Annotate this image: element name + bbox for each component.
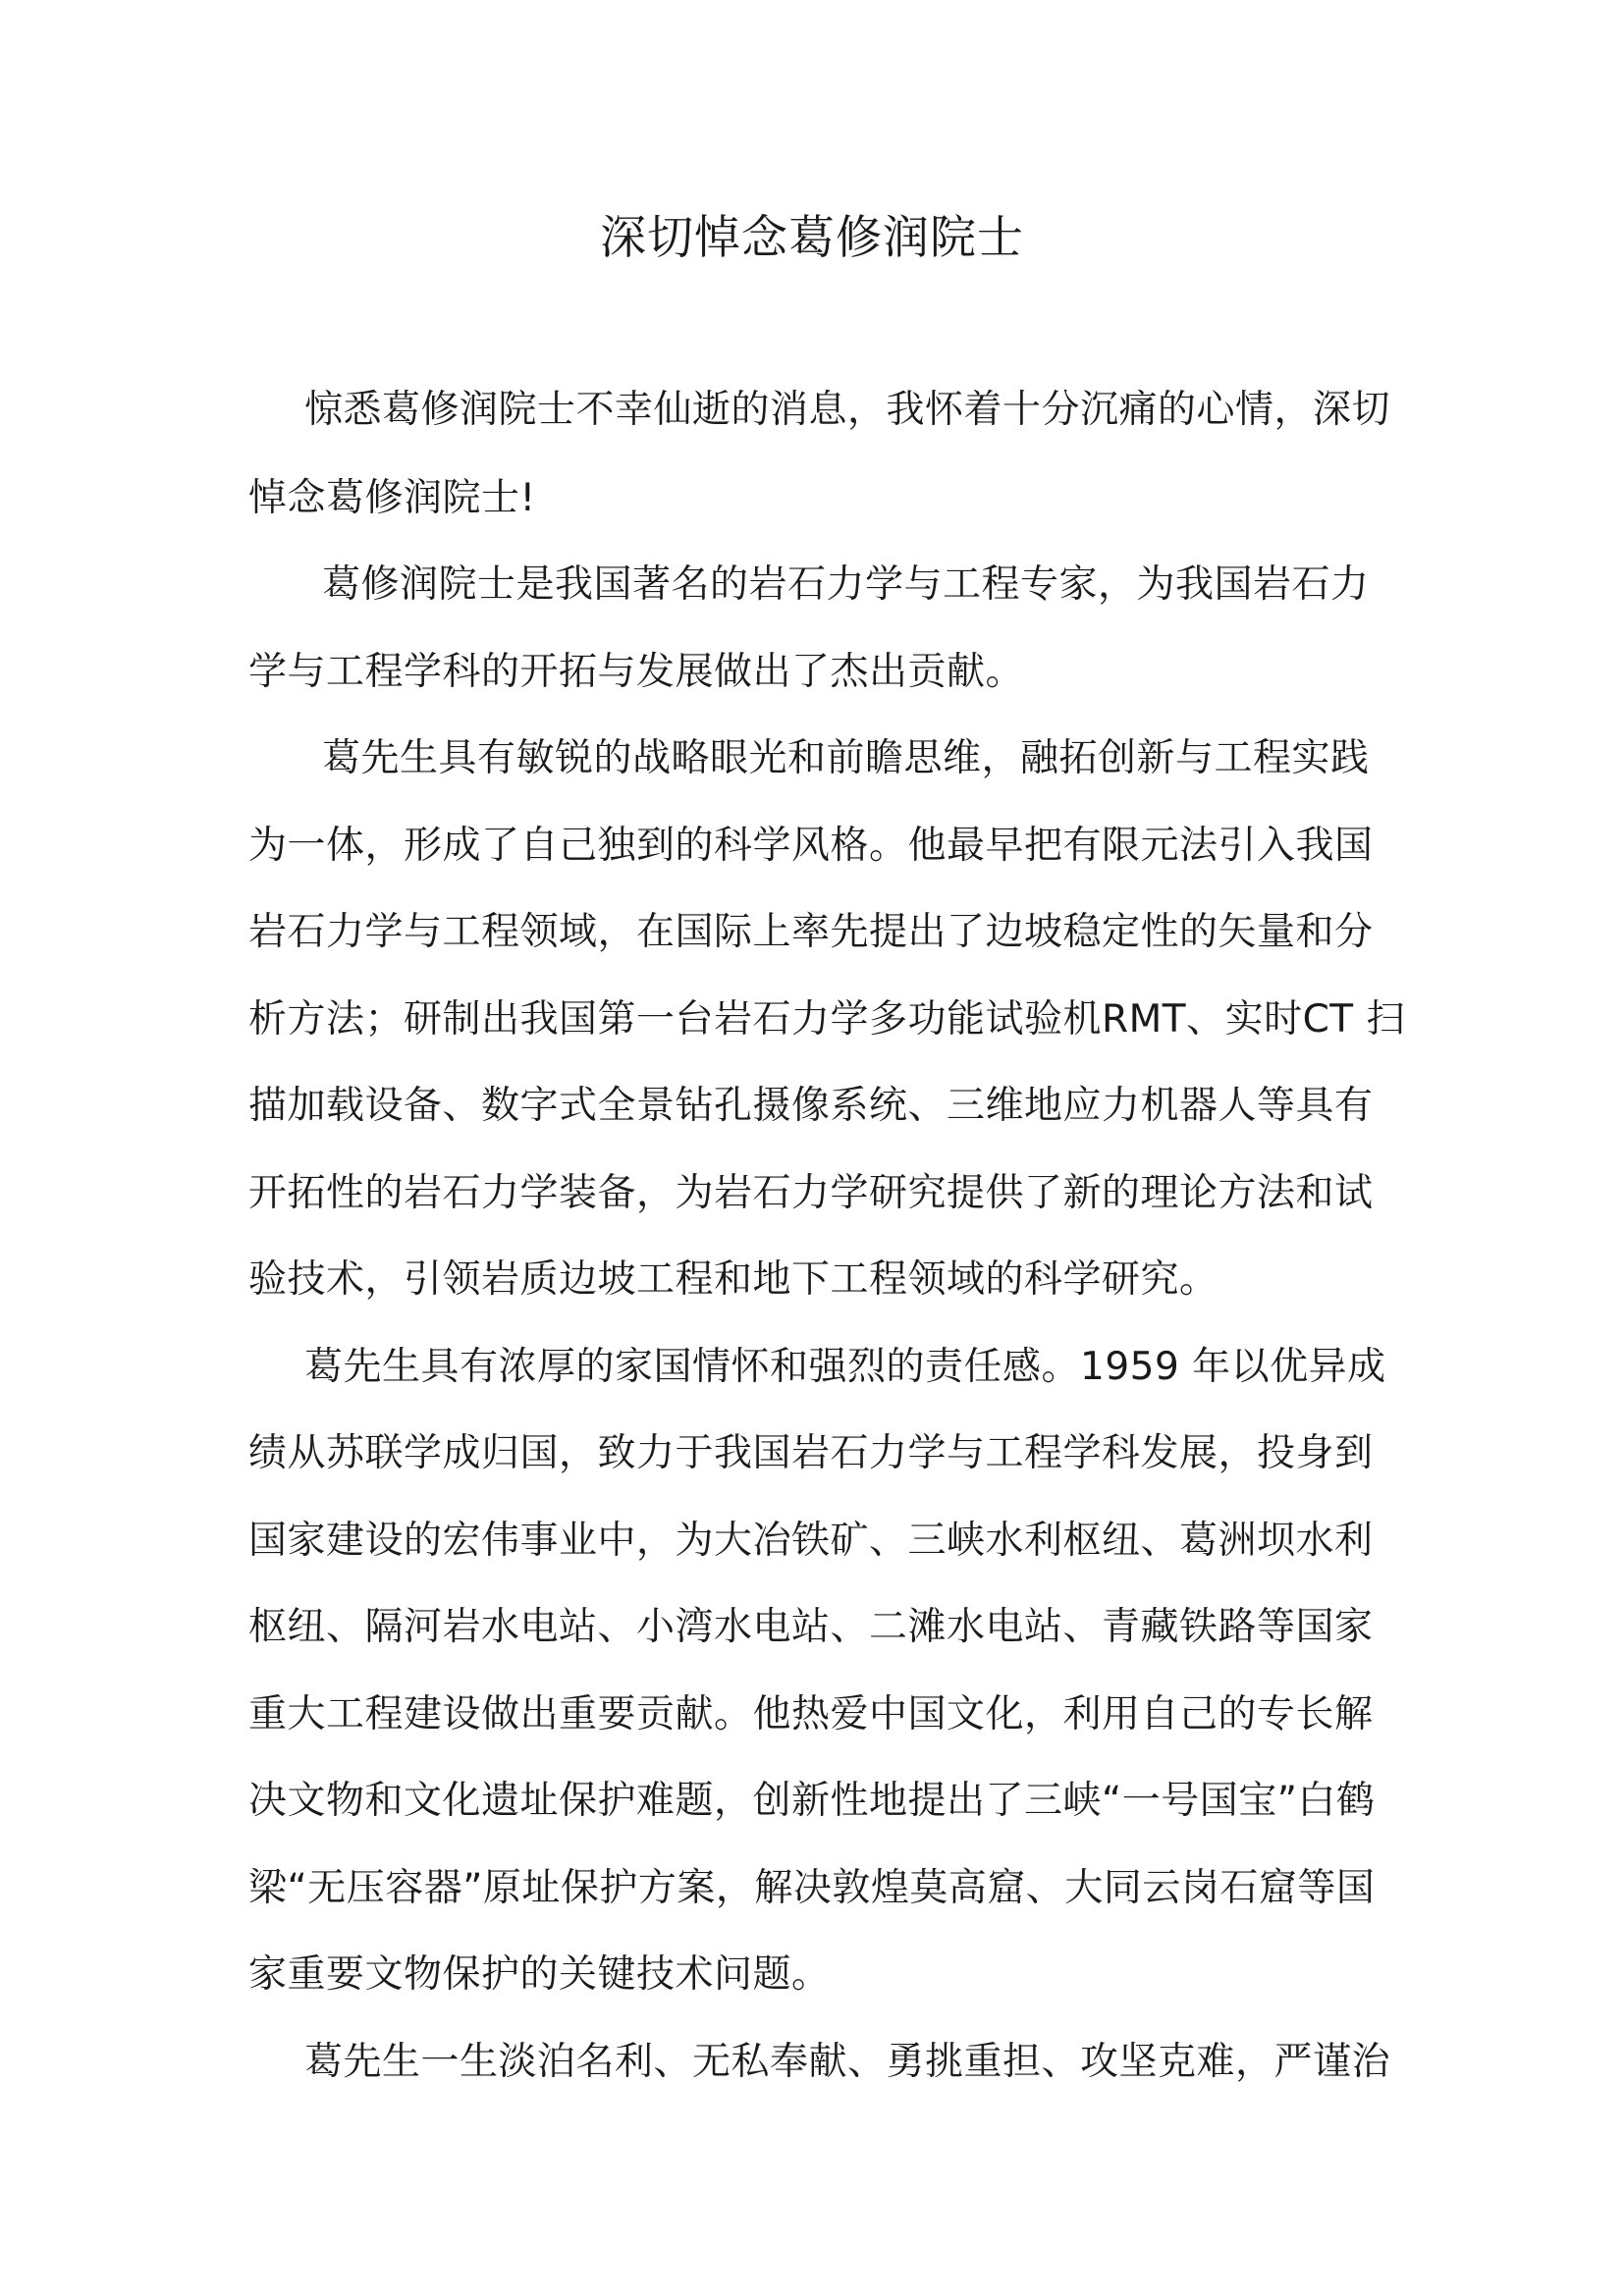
- paragraph-line: 验技术，引领岩质边坡工程和地下工程领域的科学研究。: [248, 1257, 1218, 1302]
- document-title: 深切悼念葛修润院士: [600, 211, 1024, 265]
- paragraph-line: 析方法；研制出我国第一台岩石力学多功能试验机RMT、实时CT 扫: [248, 997, 1406, 1041]
- paragraph-line: 绩从苏联学成归国，致力于我国岩石力学与工程学科发展，投身到: [248, 1431, 1374, 1475]
- paragraph-line: 葛修润院士是我国著名的岩石力学与工程专家，为我国岩石力: [322, 562, 1370, 607]
- paragraph-line: 重大工程建设做出重要贡献。他热爱中国文化，利用自己的专长解: [248, 1692, 1374, 1736]
- paragraph-line: 家重要文物保护的关键技术问题。: [248, 1952, 831, 1997]
- paragraph-line: 葛先生具有浓厚的家国情怀和强烈的责任感。1959 年以优异成: [304, 1345, 1386, 1389]
- paragraph-line: 国家建设的宏伟事业中，为大冶铁矿、三峡水利枢纽、葛洲坝水利: [248, 1519, 1374, 1563]
- paragraph-line: 葛先生具有敏锐的战略眼光和前瞻思维，融拓创新与工程实践: [322, 736, 1370, 780]
- paragraph-line: 描加载设备、数字式全景钻孔摄像系统、三维地应力机器人等具有: [248, 1084, 1374, 1128]
- paragraph-line: 为一体，形成了自己独到的科学风格。他最早把有限元法引入我国: [248, 824, 1374, 868]
- paragraph-line: 枢纽、隔河岩水电站、小湾水电站、二滩水电站、青藏铁路等国家: [248, 1605, 1374, 1649]
- paragraph-line: 葛先生一生淡泊名利、无私奉献、勇挑重担、攻坚克难，严谨治: [304, 2040, 1391, 2084]
- paragraph-line: 决文物和文化遗址保护难题，创新性地提出了三峡“一号国宝”白鹤: [248, 1779, 1376, 1823]
- paragraph-line: 梁“无压容器”原址保护方案，解决敦煌莫高窟、大同云岗石窟等国: [248, 1866, 1376, 1910]
- paragraph-line: 学与工程学科的开拓与发展做出了杰出贡献。: [248, 650, 1025, 694]
- paragraph-line: 岩石力学与工程领域，在国际上率先提出了边坡稳定性的矢量和分: [248, 910, 1374, 954]
- paragraph-line: 惊悉葛修润院士不幸仙逝的消息，我怀着十分沉痛的心情，深切: [304, 388, 1391, 432]
- paragraph-line: 悼念葛修润院士!: [248, 476, 536, 520]
- paragraph-line: 开拓性的岩石力学装备，为岩石力学研究提供了新的理论方法和试: [248, 1171, 1374, 1215]
